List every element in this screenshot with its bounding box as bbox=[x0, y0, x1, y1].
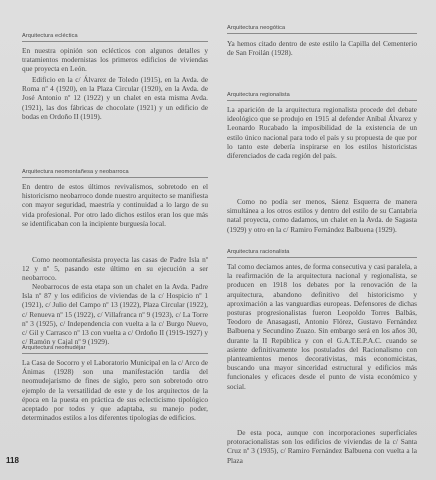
section-heading-neomudejar: Arquitectura neomudéjar bbox=[22, 345, 208, 354]
paragraph: En nuestra opinión son eclécticos con algunos detalles y tratamientos modernistas los primeros edificios de viviendas que proyecta en León. bbox=[22, 46, 208, 74]
paragraph: La aparición de la arquitectura regionalista procede del debate ideológico que se produjo en 1915 al defender Aníbal Álvarez y Leonardo Rucabado la imposibilidad de la existencia de un estilo único nacional para todo el país y su propuesta de que por lo tanto este debería inspirarse en los estilos historicistas diferenciados de cada región del país. bbox=[227, 105, 417, 161]
section-heading-neogothic: Arquitectura neogótica bbox=[227, 25, 417, 34]
section-heading-regionalist: Arquitectura regionalista bbox=[227, 92, 417, 101]
section-heading-rationalist: Arquitectura racionalista bbox=[227, 249, 417, 258]
paragraph: De esta poca, aunque con incorporaciones superficiales protoracionalistas son los edificios de viviendas de la c/ Santa Cruz nº 3 (1935), c/ Ramiro Fernández Balbuena con vuelta a la Plaza bbox=[227, 428, 417, 465]
paragraph: Neobarrocos de esta etapa son un chalet en la Avda. Padre Isla nº 87 y los edificios de viviendas de la c/ Hospicio nº 1 (1921), c/ Julio del Campo nº 13 (1922), Plaza Circular (1922), c/ Renueva nº 15 (1922), c/ Villafranca nº 9 (1923), c/ La Torre nº 3 (1925), c/ Independencia con vuelta a la c/ Burgo Nuevo, c/ Gil y Carrasco nº 13 con vuelta a c/ Ordoño II (1919-1927) y c/ Ramón y Cajal nº 9 (1929). bbox=[22, 282, 208, 347]
paragraph: La Casa de Socorro y el Laboratorio Municipal en la c/ Arco de Ánimas (1928) son una manifestación tardía del neomudejarismo de fines de siglo, pero son sobretodo otro ejemplo de la versatilidad de este y de los arquitectos de la época en la puesta en práctica de sus eclecticismo tipológico aceptado por todos y que adaptaba, su manejo poder, determinados estilos a los diferentes tipologías de edificios. bbox=[22, 358, 208, 423]
paragraph: Ya hemos citado dentro de este estilo la Capilla del Cementerio de San Froilán (1928). bbox=[227, 39, 417, 58]
paragraph: Como no podía ser menos, Sáenz Esquerra de manera simultánea a los otros estilos y dentro del estilo de su Cantabria natal proyecta, como dadamos, un chalet en la Avda. de Sagasta (1929) y otro en la c/ Ramiro Fernández Balbuena (1929). bbox=[227, 197, 417, 234]
paragraph: Edificio en la c/ Álvarez de Toledo (1915), en la Avda. de Roma nº 4 (1920), en la Plaza Circular (1920), en la Avda. de José Antonio nº 12 (1922) y un chalet en esta misma Avda. (1921), las dos fábricas de chocolate (1921) y un edificio de bodas en Ordoño II (1919). bbox=[22, 75, 208, 121]
section-heading-eclectic: Arquitectura ecléctica bbox=[22, 33, 208, 42]
page-number: 118 bbox=[6, 456, 19, 465]
paragraph: Como neomontañesista proyecta las casas de Padre Isla nº 12 y nº 5, pasando este último en su ejecución a ser neobarroco. bbox=[22, 255, 208, 283]
paragraph: En dentro de estos últimos revivalismos, sobretodo en el historicismo neobarroco donde nuestro arquitecto se manifiesta con mayor seguridad, maestría y continuidad a lo largo de su vida profesional. Por otro lado dichos estilos eran los que más se identificaban con la incipiente burguesía local. bbox=[22, 182, 208, 228]
section-heading-neomontanesa: Arquitectura neomontañesa y neobarroca bbox=[22, 169, 208, 178]
paragraph: Tal como decíamos antes, de forma consecutiva y casi paralela, a la reafirmación de la arquitectura nacional y regionalista, se producen en 1918 los debates por la renovación de la arquitectura, abandono definitivo del historicismo y aproximación a las vanguardias europeas. Defensores de dichas posturas progresionalistas fueron Leopoldo Torres Balbás, Teodoro de Anasagasti, Antonio Flórez, Gustavo Fernández Balbuena y Secundino Zuazo. Sin embargo será en los años 30, durante la II República y con el G.A.T.E.P.A.C. cuando se asiente definitivamente los postulados del Racionalismo con planteamientos menos decorativistas, más economicistas, buscando una mayor sinceridad estructural y edificios más funcionales y eficaces desde el punto de vista económico y social. bbox=[227, 262, 417, 391]
